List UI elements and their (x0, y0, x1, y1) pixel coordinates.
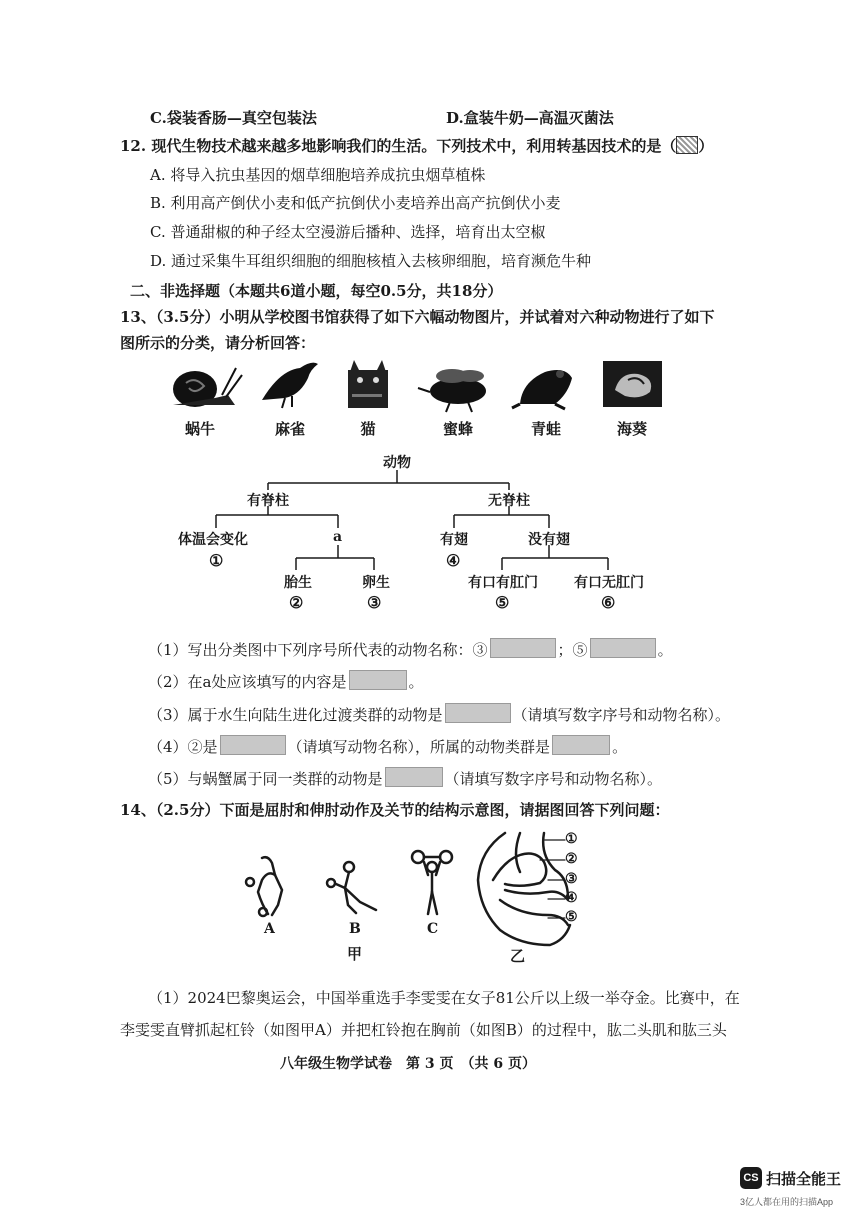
joint-part-1: ① (565, 831, 578, 847)
figure-label-jia: 甲 (347, 945, 363, 963)
joint-part-5: ⑤ (565, 909, 578, 925)
tree-has-wings: 有翅 (440, 532, 468, 548)
sub-question-5-text: （5）与蜗蟹属于同一类群的动物是 (148, 770, 383, 788)
figure-label-c: C (427, 921, 439, 937)
tree-a: a (333, 529, 343, 545)
sub-question-5-end: （请填写数字序号和动物名称）。 (444, 770, 663, 788)
question-14-1-line1: （1）2024巴黎奥运会，中国举重选手李雯雯在女子81公斤以上级一举夺金。比赛中，在 (148, 989, 740, 1007)
joint-part-3: ③ (565, 871, 578, 887)
sub-question-1-text: （1）写出分类图中下列序号所代表的动物名称：③ (148, 641, 488, 659)
sub-question-4-mid: （请填写动物名称），所属的动物类群是 (287, 738, 551, 756)
tree-root: 动物 (383, 455, 411, 471)
animal-label-sea-anemone: 海葵 (616, 420, 647, 438)
camscanner-logo-icon: CS (740, 1167, 762, 1189)
sub-question-1-sep: ；⑤ (557, 641, 588, 659)
animal-label-frog: 青蛙 (530, 420, 561, 438)
page-footer: 八年级生物学试卷 第 3 页 （共 6 页） (280, 1056, 536, 1072)
sub-question-3-end: （请填写数字序号和动物名称）。 (512, 706, 731, 724)
figure-label-a: A (264, 921, 275, 937)
question-13-line2: 图所示的分类，请分析回答： (120, 334, 316, 352)
question-12-text: 12. 现代生物技术越来越多地影响我们的生活。下列技术中，利用转基因技术的是（ (120, 137, 677, 155)
option-d: D.盒装牛奶—高温灭菌法 (446, 109, 614, 127)
tree-vertebrate: 有脊柱 (247, 493, 289, 509)
q12-option-b: B. 利用高产倒伏小麦和低产抗倒伏小麦培养出高产抗倒伏小麦 (150, 194, 561, 212)
tree-num-1: ① (209, 551, 224, 570)
question-14-1-line2: 李雯雯直臂抓起杠铃（如图甲A）并把杠铃抱在胸前（如图B）的过程中，肱二头肌和肱三头 (120, 1021, 727, 1039)
tree-num-5: ⑤ (495, 593, 510, 612)
question-13-line1: 13、（3.5分）小明从学校图书馆获得了如下六幅动物图片，并试着对六种动物进行了如下 (120, 308, 715, 326)
section-2-heading: 二、非选择题（本题共6道小题，每空0.5分，共18分） (130, 282, 503, 300)
figure-label-b: B (349, 921, 361, 937)
animal-label-bee: 蜜蜂 (442, 420, 473, 438)
figure-label-yi: 乙 (510, 947, 526, 965)
q12-option-a: A. 将导入抗虫基因的烟草细胞培养成抗虫烟草植株 (150, 166, 486, 184)
sub-question-3-text: （3）属于水生向陆生进化过渡类群的动物是 (148, 706, 443, 724)
sub-question-2-text: （2）在a处应该填写的内容是 (148, 673, 347, 691)
sub-question-1-end: 。 (657, 641, 673, 659)
knee-joint-diagram (478, 833, 570, 945)
joint-part-2: ② (565, 851, 578, 867)
tree-temp-change: 体温会变化 (178, 532, 248, 548)
sub-question-2-end: 。 (408, 673, 424, 691)
q12-option-d: D. 通过采集牛耳组织细胞的细胞核植入去核卵细胞，培育濒危牛种 (150, 252, 592, 270)
animal-label-sparrow: 麻雀 (274, 420, 305, 438)
tree-num-4: ④ (446, 551, 461, 570)
camscanner-name: 扫描全能王 (766, 1171, 842, 1188)
figure-b-lifter (327, 862, 376, 913)
tree-viviparous: 胎生 (284, 575, 312, 591)
option-c: C.袋装香肠—真空包装法 (150, 109, 317, 127)
animal-label-cat: 猫 (360, 420, 376, 438)
question-14: 14、（2.5分）下面是屈肘和伸肘动作及关节的结构示意图，请据图回答下列问题： (120, 801, 670, 819)
q12-option-c: C. 普通甜椒的种子经太空漫游后播种、选择，培育出太空椒 (150, 223, 546, 241)
animal-label-snail: 蜗牛 (184, 420, 215, 438)
tree-no-wings: 没有翅 (528, 532, 570, 548)
tree-oviparous: 卵生 (362, 575, 390, 591)
joint-part-4: ④ (565, 890, 578, 906)
tree-num-3: ③ (367, 593, 382, 612)
tree-mouth-anus: 有口有肛门 (468, 575, 538, 591)
figure-a-lifter (246, 857, 282, 916)
question-12-close: ） (698, 137, 714, 155)
sub-question-4-end: 。 (612, 738, 628, 756)
tree-num-6: ⑥ (601, 593, 616, 612)
tree-invertebrate: 无脊柱 (488, 493, 530, 509)
tree-mouth-no-anus: 有口无肛门 (574, 575, 644, 591)
figure-c-lifter (412, 851, 452, 914)
tree-num-2: ② (289, 593, 304, 612)
sub-question-4-text: （4）②是 (148, 738, 218, 756)
camscanner-tagline: 3亿人都在用的扫描App (740, 1197, 834, 1207)
